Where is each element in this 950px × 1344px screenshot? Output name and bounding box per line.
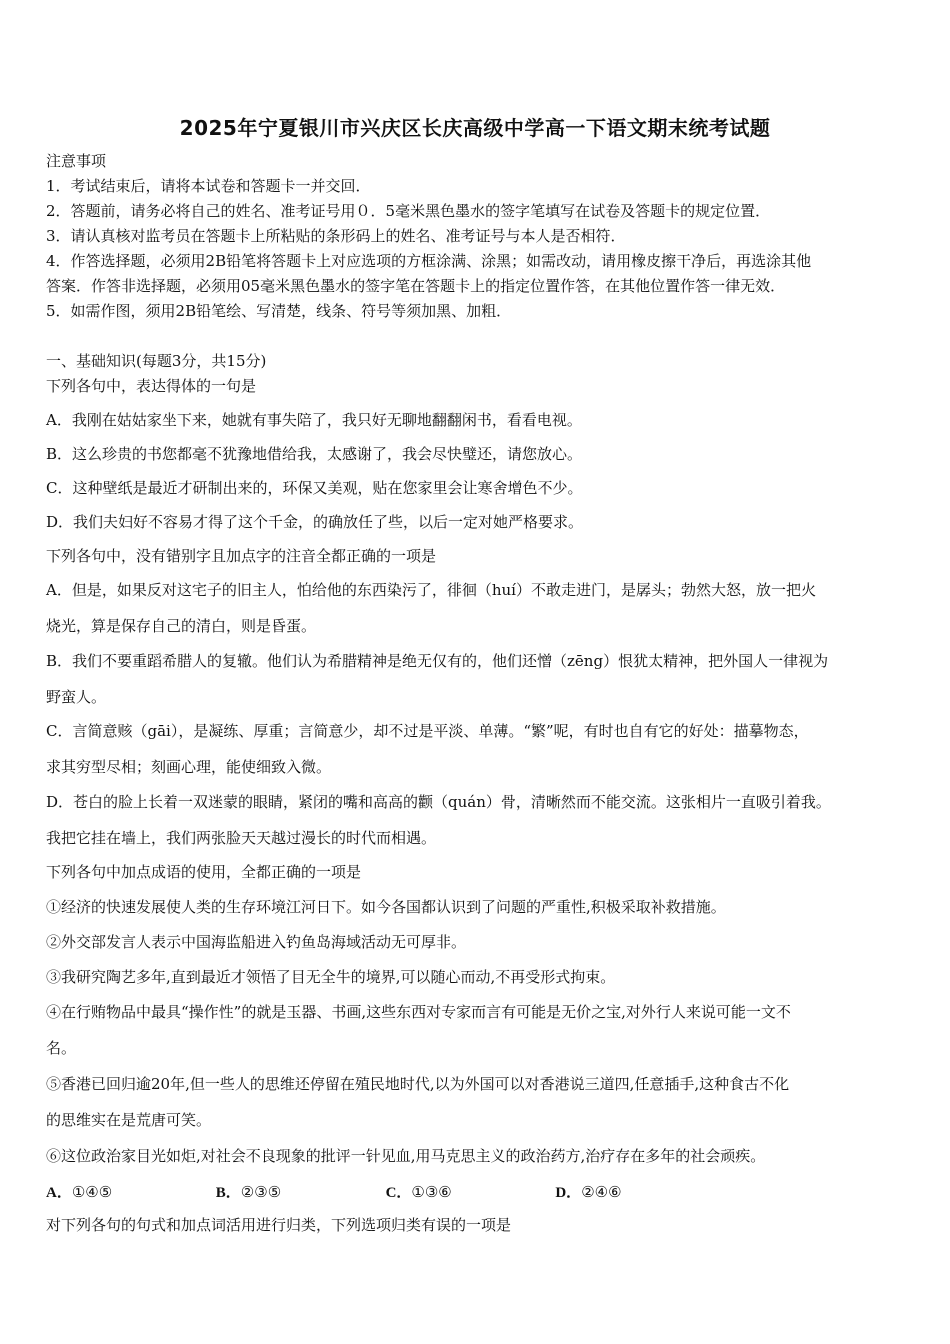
q2-option-c: C．言简意赅（gāi），是凝练、厚重；言简意少，却不过是平淡、单薄。“繁”呢，有时也自有它的好处：描摹物态，: [46, 722, 809, 740]
q3-sentence-5: ⑤香港已回归逾20年,但一些人的思维还停留在殖民地时代,以为外国可以对香港说三道四,任意插手,这种食古不化: [46, 1075, 790, 1093]
q2-option-d-cont: 我把它挂在墙上，我们两张脸天天越过漫长的时代而相遇。: [46, 829, 437, 847]
notice-heading: 注意事项: [46, 152, 107, 170]
notice-item-1: 1．考试结束后，请将本试卷和答题卡一并交回．: [46, 177, 371, 195]
q3-options: [46, 1181, 630, 1202]
notice-item-3: 3．请认真核对监考员在答题卡上所粘贴的条形码上的姓名、准考证号与本人是否相符．: [46, 227, 626, 245]
q2-option-c-cont: 求其穷型尽相；刻画心理，能使细致入微。: [46, 758, 332, 776]
q3-stem: 下列各句中加点成语的使用，全都正确的一项是: [46, 863, 362, 881]
q4-stem: 对下列各句的句式和加点词活用进行归类，下列选项归类有误的一项是: [46, 1216, 512, 1234]
q1-option-d: D．我们夫妇好不容易才得了这个千金，的确放任了些，以后一定对她严格要求。: [46, 513, 584, 531]
q3-option-d-text: ②④⑥: [581, 1183, 622, 1201]
q2-option-d: D．苍白的脸上长着一双迷蒙的眼睛，紧闭的嘴和高高的颧（quán）骨，清晰然而不能交流。这张相片一直吸引着我。: [46, 793, 831, 811]
q2-stem: 下列各句中，没有错别字且加点字的注音全都正确的一项是: [46, 547, 437, 565]
q2-option-a-cont: 烧光，算是保存自己的清白，则是昏蛋。: [46, 617, 317, 635]
q3-option-a-text: ①④⑤: [71, 1183, 113, 1201]
notice-item-2: 2．答题前，请务必将自己的姓名、准考证号用０．5毫米黑色墨水的签字笔填写在试卷及答题卡的规定位置．: [46, 202, 771, 220]
notice-item-4: 4．作答选择题，必须用2B铅笔将答题卡上对应选项的方框涂满、涂黑；如需改动，请用橡皮擦干净后，再选涂其他: [46, 252, 812, 270]
q3-sentence-4: ④在行贿物品中最具“操作性”的就是玉器、书画,这些东西对专家而言有可能是无价之宝,对外行人来说可能一文不: [46, 1003, 791, 1021]
q2-option-b: B．我们不要重蹈希腊人的复辙。他们认为希腊精神是绝无仅有的，他们还憎（zēng）恨犹太精神，把外国人一律视为: [46, 652, 829, 670]
q2-option-b-cont: 野蛮人。: [46, 688, 107, 706]
q3-option-c-text: ①③⑥: [411, 1183, 452, 1201]
q3-sentence-1: ①经济的快速发展使人类的生存环境江河日下。如今各国都认识到了问题的严重性,积极采取补救措施。: [46, 898, 726, 916]
q1-option-a: A．我刚在姑姑家坐下来，她就有事失陪了，我只好无聊地翻翻闲书，看看电视。: [46, 411, 582, 429]
q3-sentence-2: ②外交部发言人表示中国海监船进入钓鱼岛海域活动无可厚非。: [46, 933, 467, 951]
q3-option-d-label: D．: [555, 1185, 582, 1201]
exam-title: 2025年宁夏银川市兴庆区长庆高级中学高一下语文期末统考试题: [179, 116, 771, 140]
q3-option-b-label: B．: [215, 1185, 241, 1201]
q1-stem: 下列各句中，表达得体的一句是: [46, 377, 257, 395]
q1-option-b: B．这么珍贵的书您都毫不犹豫地借给我，太感谢了，我会尽快璧还，请您放心。: [46, 445, 583, 463]
q3-option-c-label: C．: [385, 1185, 412, 1201]
q3-sentence-3: ③我研究陶艺多年,直到最近才领悟了目无全牛的境界,可以随心而动,不再受形式拘束。: [46, 968, 616, 986]
q1-option-c: C．这种壁纸是最近才研制出来的，环保又美观，贴在您家里会让寒舍增色不少。: [46, 479, 583, 497]
notice-item-5: 5．如需作图，须用2B铅笔绘、写清楚，线条、符号等须加黑、加粗．: [46, 302, 512, 320]
q3-option-b-text: ②③⑤: [240, 1183, 282, 1201]
q3-sentence-5-cont: 的思维实在是荒唐可笑。: [46, 1111, 212, 1129]
q3-sentence-4-cont: 名。: [46, 1039, 77, 1057]
q3-option-a: [46, 1181, 121, 1202]
q3-option-a-label: A．: [46, 1185, 72, 1201]
section-heading: 一、基础知识(每题3分，共15分): [46, 352, 267, 370]
q3-option-c: [386, 1181, 461, 1202]
q3-option-d: [555, 1181, 630, 1202]
q2-option-a: A．但是，如果反对这宅子的旧主人，怕给他的东西染污了，徘徊（huí）不敢走进门，是孱头；勃然大怒，放一把火: [46, 581, 816, 599]
q3-sentence-6: ⑥这位政治家目光如炬,对社会不良现象的批评一针见血,用马克思主义的政治药方,治疗存在多年的社会顽疾。: [46, 1147, 766, 1165]
q3-option-b: [216, 1181, 291, 1202]
notice-item-4-cont: 答案．作答非选择题，必须用05毫米黑色墨水的签字笔在答题卡上的指定位置作答，在其他位置作答一律无效．: [46, 277, 786, 295]
